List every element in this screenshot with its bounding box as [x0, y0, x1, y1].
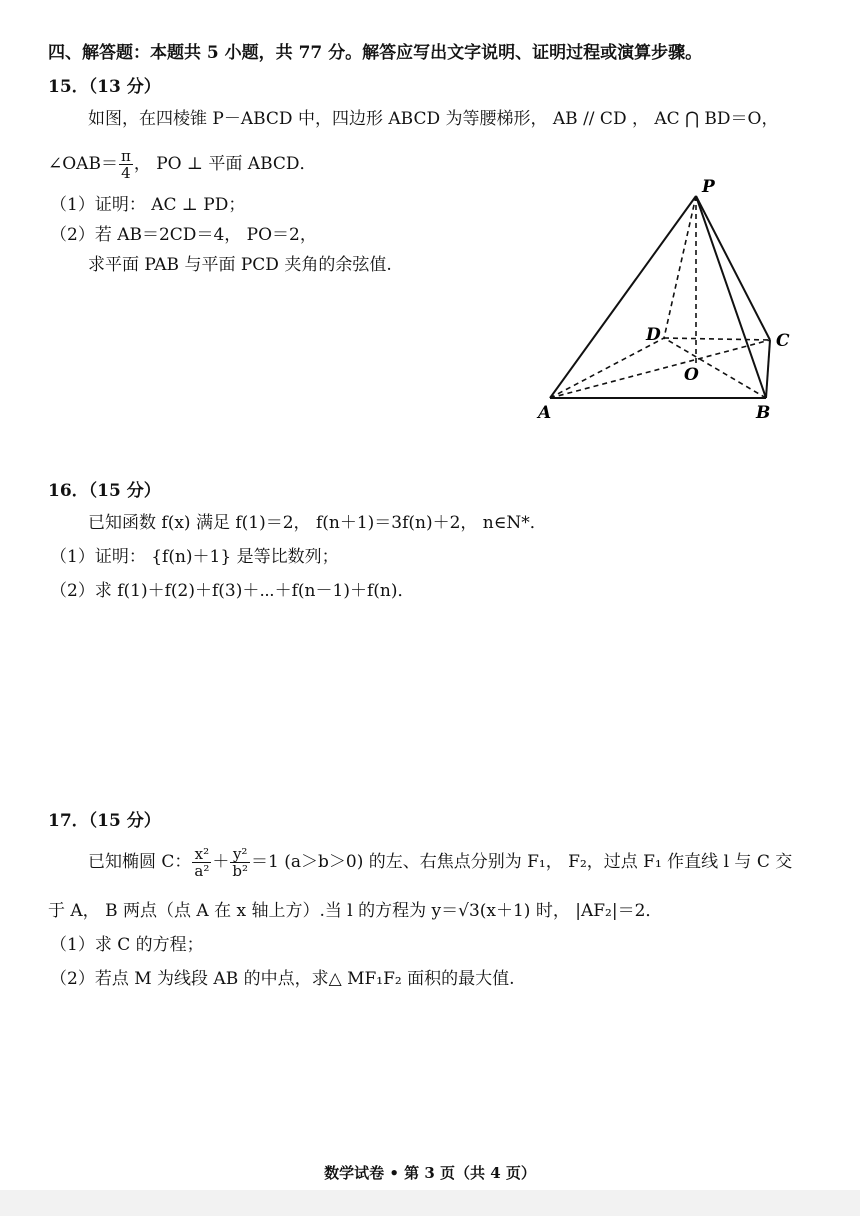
q15-stem-line2 [48, 144, 317, 184]
q17-stem-line2: 于 A， B 两点（点 A 在 x 轴上方）.当 l 的方程为 y＝√3(x＋1) 时， |AF₂|＝2． [48, 901, 663, 921]
page-footer: 数学试卷 • 第 3 页（共 4 页） [324, 1164, 536, 1182]
label-c: C [776, 331, 790, 351]
label-a: A [538, 403, 552, 423]
diag-ac [550, 340, 770, 398]
q17-part1: （1）求 C 的方程； [50, 935, 204, 955]
edge-ad [550, 338, 664, 398]
q16-stem: 已知函数 f(x) 满足 f(1)＝2， f(n＋1)＝3f(n)＋2， n∈N*． [88, 513, 547, 533]
label-p: P [702, 177, 715, 197]
pyramid-figure [530, 172, 800, 424]
q16-part1: （1）证明： {f(n)＋1} 是等比数列； [50, 547, 339, 567]
q15-part2: （2）若 AB＝2CD＝4， PO＝2， [50, 225, 317, 245]
q17-foci-text: ＝1 (a＞b＞0) 的左、右焦点分别为 F₁， F₂，过点 F₁ 作直线 l 与 C 交 [251, 852, 793, 872]
q15-frac-num: π [120, 147, 131, 165]
edge-pc [696, 196, 770, 340]
q17-ellipse-text: 已知椭圆 C： [88, 852, 192, 872]
q17-frac-y-den: b² [232, 862, 249, 880]
q17-frac-y-num: y² [230, 846, 250, 863]
q15-stem-line1: 如图，在四棱锥 P－ABCD 中，四边形 ABCD 为等腰梯形， AB // CD ， AC ⋂ BD＝O， [88, 109, 779, 129]
label-d: D [646, 325, 661, 345]
q16-part2: （2）求 f(1)＋f(2)＋f(3)＋⋯＋f(n－1)＋f(n)． [50, 581, 415, 601]
label-o: O [684, 365, 699, 385]
edge-pb [696, 196, 766, 398]
q15-frac-den: 4 [121, 164, 131, 182]
q15-fraction [119, 148, 133, 181]
edge-bc [766, 340, 770, 398]
q17-frac-y [230, 846, 250, 879]
q17-stem-line1 [88, 842, 792, 882]
q17-plus: ＋ [212, 852, 230, 872]
edge-dc [664, 338, 770, 340]
q15-part1: （1）证明： AC ⊥ PD； [50, 195, 246, 215]
q17-frac-x [192, 846, 211, 879]
q15-po-text: ， PO ⊥ 平面 ABCD． [133, 154, 317, 174]
q15-angle-text: ∠OAB＝ [48, 154, 118, 174]
q15-part2b: 求平面 PAB 与平面 PCD 夹角的余弦值. [88, 255, 392, 275]
q17-frac-x-den: a² [194, 862, 210, 880]
bottom-margin [0, 1190, 860, 1216]
q17-part2: （2）若点 M 为线段 AB 的中点，求△ MF₁F₂ 面积的最大值. [50, 969, 515, 989]
q15-number: 15．（13 分） [48, 77, 161, 97]
q17-frac-x-num: x² [192, 846, 211, 863]
label-b: B [756, 403, 771, 423]
edge-pa [550, 196, 696, 398]
section-heading: 四、解答题：本题共 5 小题，共 77 分。解答应写出文字说明、证明过程或演算步骤。 [48, 43, 703, 63]
diag-bd [664, 338, 766, 398]
q16-number: 16．（15 分） [48, 481, 161, 501]
q17-number: 17．（15 分） [48, 811, 161, 831]
